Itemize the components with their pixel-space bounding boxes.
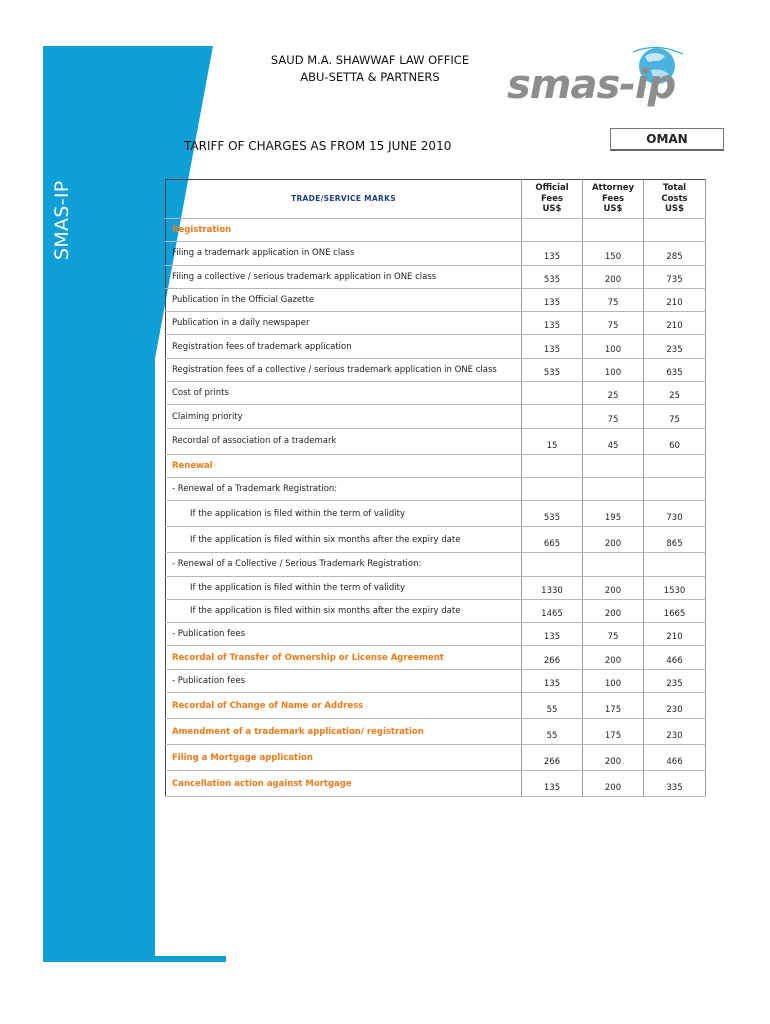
office-name-line2: ABU-SETTA & PARTNERS: [300, 70, 440, 84]
fee-description-cell: - Publication fees: [166, 669, 522, 692]
header-line: US$: [603, 204, 623, 215]
table-row: [166, 265, 706, 288]
fee-description-cell: Cost of prints: [166, 382, 522, 405]
official-fee-cell: 535: [522, 358, 583, 381]
attorney-fee-cell: 200: [583, 265, 644, 288]
fee-description-cell: If the application is filed within six months after the expiry date: [166, 599, 522, 622]
official-fee-cell: 55: [522, 693, 583, 719]
table-row: [166, 771, 706, 797]
header-line: Costs: [661, 193, 688, 204]
sidebar-foot-bar: [43, 956, 226, 962]
total-cost-cell: 25: [644, 382, 706, 405]
total-cost-cell: 230: [644, 719, 706, 745]
official-fee-cell: [522, 454, 583, 477]
official-fee-cell: 55: [522, 719, 583, 745]
fee-description-cell: Publication in the Official Gazette: [166, 288, 522, 311]
attorney-fee-cell: 75: [583, 405, 644, 428]
total-cost-cell: 735: [644, 265, 706, 288]
header-line: Total: [662, 183, 687, 194]
country-label: OMAN: [610, 128, 724, 151]
table-row: [166, 312, 706, 335]
fee-description-cell: Recordal of association of a trademark: [166, 428, 522, 454]
fee-description-cell: Registration: [166, 219, 522, 242]
header-line: US$: [665, 204, 684, 215]
header-line: Fees: [601, 193, 625, 204]
total-cost-cell: 466: [644, 646, 706, 669]
total-cost-cell: 1530: [644, 576, 706, 599]
attorney-fee-cell: 175: [583, 719, 644, 745]
table-row: [166, 693, 706, 719]
fee-description-cell: Registration fees of a collective / serious trademark application in ONE class: [166, 358, 522, 381]
official-fee-cell: [522, 382, 583, 405]
total-cost-cell: 230: [644, 693, 706, 719]
official-fee-cell: 135: [522, 288, 583, 311]
table-row: [166, 335, 706, 358]
fee-description-cell: Cancellation action against Mortgage: [166, 771, 522, 797]
total-cost-cell: 285: [644, 242, 706, 265]
header-line: Fees: [540, 193, 564, 204]
official-fee-cell: 1330: [522, 576, 583, 599]
official-fee-cell: 266: [522, 646, 583, 669]
official-fee-cell: 1465: [522, 599, 583, 622]
fee-table: [165, 179, 706, 797]
attorney-fee-cell: 150: [583, 242, 644, 265]
attorney-fee-cell: 200: [583, 527, 644, 553]
table-header-row: [166, 180, 706, 219]
attorney-fee-cell: 200: [583, 576, 644, 599]
fee-description-cell: Registration fees of trademark application: [166, 335, 522, 358]
table-row: [166, 623, 706, 646]
total-cost-cell: [644, 454, 706, 477]
table-row: [166, 669, 706, 692]
total-cost-cell: [644, 477, 706, 500]
fee-description-cell: Filing a Mortgage application: [166, 745, 522, 771]
official-fee-cell: 135: [522, 771, 583, 797]
total-cost-cell: 75: [644, 405, 706, 428]
table-row: [166, 646, 706, 669]
fee-description-cell: Publication in a daily newspaper: [166, 312, 522, 335]
official-fee-cell: [522, 553, 583, 576]
fee-description-cell: Recordal of Change of Name or Address: [166, 693, 522, 719]
official-fee-cell: 266: [522, 745, 583, 771]
official-fee-cell: [522, 219, 583, 242]
total-cost-cell: 210: [644, 312, 706, 335]
official-fee-cell: 15: [522, 428, 583, 454]
table-row: [166, 428, 706, 454]
official-fee-cell: 665: [522, 527, 583, 553]
table-row: [166, 358, 706, 381]
table-row: [166, 454, 706, 477]
table-row: [166, 553, 706, 576]
official-fee-cell: 135: [522, 312, 583, 335]
header-line: US$: [542, 204, 562, 215]
attorney-fee-cell: 100: [583, 358, 644, 381]
fee-description-cell: Recordal of Transfer of Ownership or License Agreement: [166, 646, 522, 669]
table-row: [166, 719, 706, 745]
table-row: [166, 242, 706, 265]
attorney-fee-cell: 45: [583, 428, 644, 454]
column-header-attorney-fees: [583, 180, 644, 219]
table-row: [166, 599, 706, 622]
total-cost-cell: 635: [644, 358, 706, 381]
total-cost-cell: 60: [644, 428, 706, 454]
fee-description-cell: Renewal: [166, 454, 522, 477]
total-cost-cell: [644, 219, 706, 242]
total-cost-cell: 235: [644, 669, 706, 692]
sidebar-brand-text: SMAS-IP: [51, 180, 73, 260]
attorney-fee-cell: 75: [583, 623, 644, 646]
office-name-line1: SAUD M.A. SHAWWAF LAW OFFICE: [270, 53, 470, 67]
total-cost-cell: 1665: [644, 599, 706, 622]
fee-description-cell: - Publication fees: [166, 623, 522, 646]
attorney-fee-cell: 200: [583, 745, 644, 771]
fee-description-cell: - Renewal of a Collective / Serious Trademark Registration:: [166, 553, 522, 576]
attorney-fee-cell: [583, 454, 644, 477]
total-cost-cell: 210: [644, 623, 706, 646]
total-cost-cell: [644, 553, 706, 576]
official-fee-cell: 135: [522, 242, 583, 265]
column-header-official-fees: [522, 180, 583, 219]
fee-description-cell: If the application is filed within the term of validity: [166, 501, 522, 527]
total-cost-cell: 235: [644, 335, 706, 358]
total-cost-cell: 865: [644, 527, 706, 553]
fee-description-cell: Filing a collective / serious trademark application in ONE class: [166, 265, 522, 288]
total-cost-cell: 335: [644, 771, 706, 797]
official-fee-cell: 135: [522, 623, 583, 646]
attorney-fee-cell: [583, 553, 644, 576]
table-row: [166, 219, 706, 242]
attorney-fee-cell: 75: [583, 288, 644, 311]
official-fee-cell: 535: [522, 265, 583, 288]
column-header-trade-marks: TRADE/SERVICE MARKS: [166, 180, 522, 219]
official-fee-cell: [522, 405, 583, 428]
total-cost-cell: 466: [644, 745, 706, 771]
attorney-fee-cell: 75: [583, 312, 644, 335]
table-row: [166, 405, 706, 428]
table-row: [166, 477, 706, 500]
fee-description-cell: Amendment of a trademark application/ registration: [166, 719, 522, 745]
fee-description-cell: - Renewal of a Trademark Registration:: [166, 477, 522, 500]
fee-description-cell: Claiming priority: [166, 405, 522, 428]
fee-description-cell: Filing a trademark application in ONE class: [166, 242, 522, 265]
attorney-fee-cell: [583, 219, 644, 242]
attorney-fee-cell: 25: [583, 382, 644, 405]
table-row: [166, 527, 706, 553]
attorney-fee-cell: 100: [583, 669, 644, 692]
tariff-title: TARIFF OF CHARGES AS FROM 15 JUNE 2010: [184, 139, 452, 153]
official-fee-cell: [522, 477, 583, 500]
table-row: [166, 745, 706, 771]
attorney-fee-cell: 200: [583, 599, 644, 622]
total-cost-cell: 730: [644, 501, 706, 527]
attorney-fee-cell: 195: [583, 501, 644, 527]
official-fee-cell: 135: [522, 669, 583, 692]
header-line: Attorney: [591, 183, 635, 194]
attorney-fee-cell: [583, 477, 644, 500]
official-fee-cell: 535: [522, 501, 583, 527]
attorney-fee-cell: 100: [583, 335, 644, 358]
attorney-fee-cell: 200: [583, 771, 644, 797]
smas-ip-logo: [505, 44, 715, 110]
table-row: [166, 576, 706, 599]
fee-description-cell: If the application is filed within six months after the expiry date: [166, 527, 522, 553]
fee-description-cell: If the application is filed within the term of validity: [166, 576, 522, 599]
column-header-total-costs: [644, 180, 706, 219]
logo-wordmark: smas-ip: [507, 62, 676, 108]
table-row: [166, 501, 706, 527]
table-row: [166, 382, 706, 405]
total-cost-cell: 210: [644, 288, 706, 311]
attorney-fee-cell: 175: [583, 693, 644, 719]
table-row: [166, 288, 706, 311]
attorney-fee-cell: 200: [583, 646, 644, 669]
office-name-block: [240, 52, 500, 86]
official-fee-cell: 135: [522, 335, 583, 358]
header-line: Official: [535, 183, 569, 194]
